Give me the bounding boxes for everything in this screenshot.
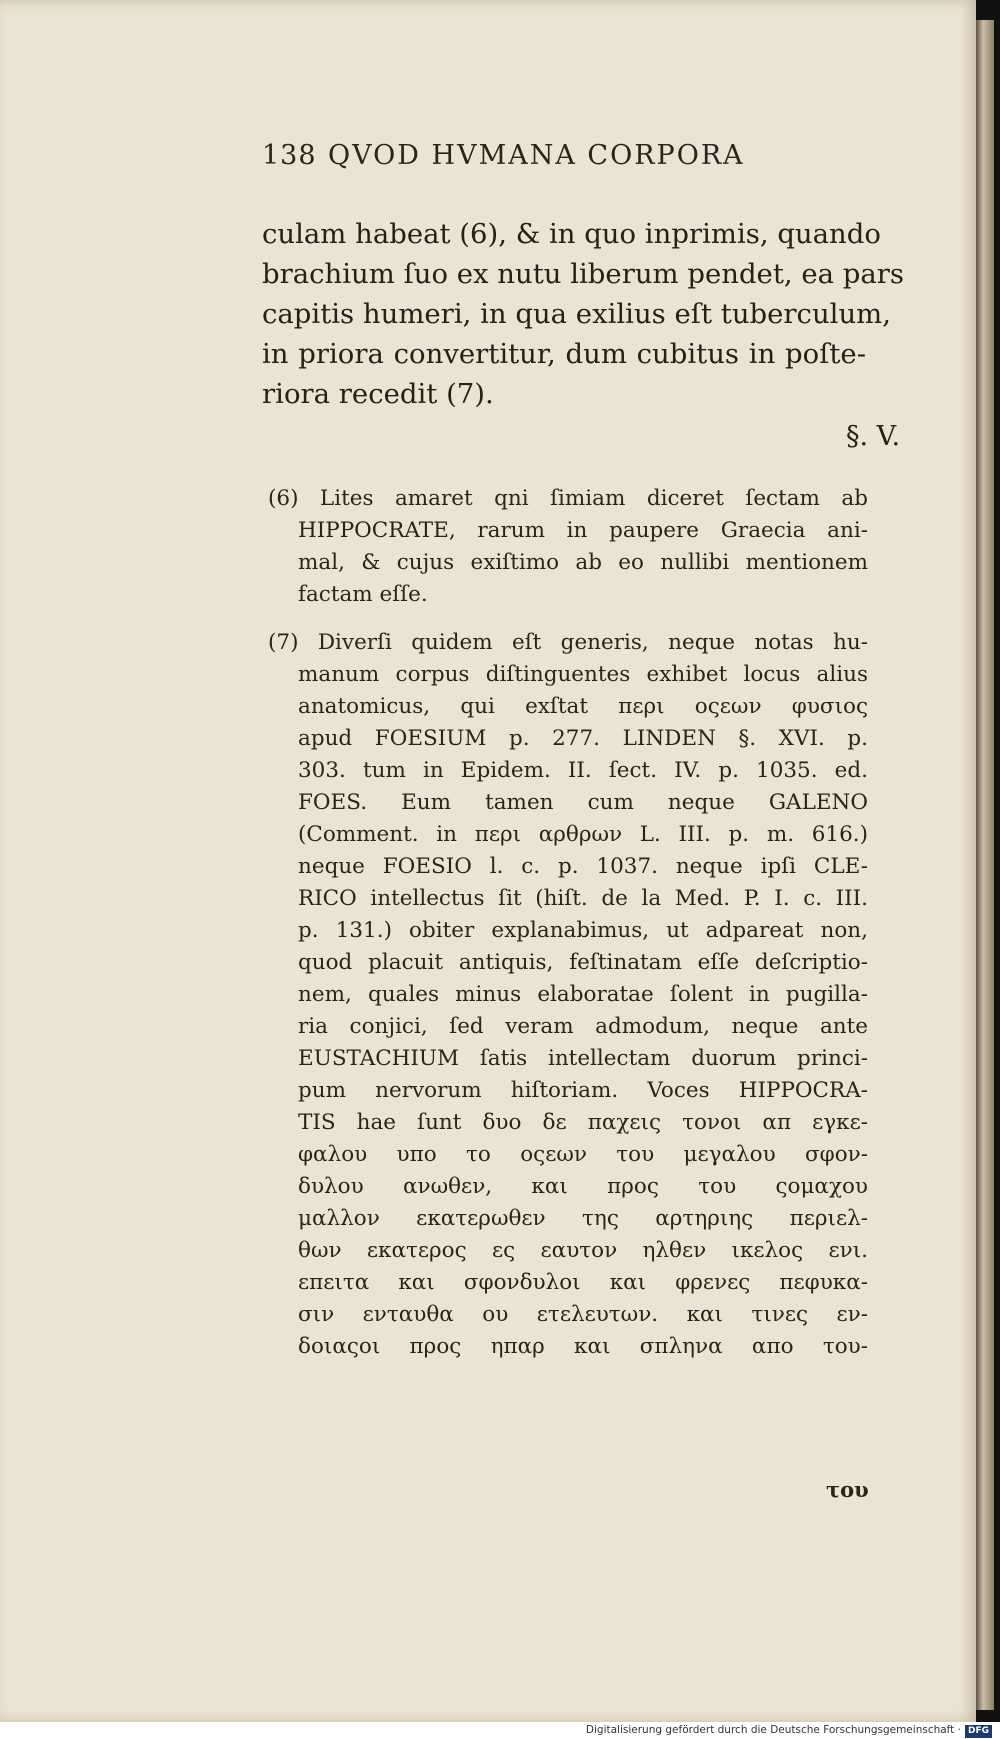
footnote-7 bbox=[268, 627, 868, 1363]
text-line: capitis humeri, in qua exilius eſt tuberculum, bbox=[262, 298, 891, 330]
footnote-line: EUSTACHIUM ſatis intellectam duorum princi- bbox=[298, 1046, 868, 1071]
footnote-line: apud FOESIUM p. 277. LINDEN §. XVI. p. bbox=[298, 726, 868, 751]
footnote-line: quod placuit antiquis, feſtinatam eſſe deſcriptio- bbox=[298, 950, 868, 975]
running-header bbox=[262, 140, 862, 180]
footnote-line: FOES. Eum tamen cum neque GALENO bbox=[298, 790, 868, 815]
digitization-credit bbox=[586, 1722, 992, 1739]
footnote-6 bbox=[268, 483, 868, 611]
footnote-line: factam eſſe. bbox=[298, 582, 428, 607]
footnotes bbox=[268, 483, 868, 1379]
text-line: riora recedit (7). bbox=[262, 378, 494, 410]
text-line: culam habeat (6), & in quo inprimis, quando bbox=[262, 218, 881, 250]
footnote-line: (7) Diverſi quidem eſt generis, neque notas hu- bbox=[268, 630, 868, 655]
running-title: QVOD HVMANA CORPORA bbox=[328, 140, 745, 171]
footnote-line: δοιαςοι προς ηπαρ και σπληνα απο του- bbox=[298, 1334, 868, 1359]
footnote-line: σιν ενταυθα ου ετελευτων. και τινες εν- bbox=[298, 1302, 868, 1327]
footnote-line: 303. tum in Epidem. II. ſect. IV. p. 1035. ed. bbox=[298, 758, 868, 783]
footnote-line: ria conjici, ſed veram admodum, neque ante bbox=[298, 1014, 868, 1039]
footnote-line: TIS hae ſunt δυο δε παχεις τονοι απ εγκε- bbox=[298, 1110, 868, 1135]
footnote-line: nem, quales minus elaboratae ſolent in pugilla- bbox=[298, 982, 868, 1007]
page-edge bbox=[976, 20, 994, 1710]
main-text bbox=[262, 214, 905, 414]
footnote-line: manum corpus diſtinguentes exhibet locus alius bbox=[298, 662, 868, 687]
footnote-line: anatomicus, qui exſtat περι οςεων φυσιος bbox=[298, 694, 868, 719]
footnote-line: (6) Lites amaret qni ſimiam diceret ſectam ab bbox=[268, 486, 868, 511]
footnote-line: RICO intellectus ſit (hiſt. de la Med. P. I. c. III. bbox=[298, 886, 868, 911]
section-mark: §. V. bbox=[846, 421, 901, 452]
footnote-line: (Comment. in περι αρθρων L. III. p. m. 616.) bbox=[298, 822, 868, 847]
credit-text: Digitalisierung gefördert durch die Deutsche Forschungsgemeinschaft · bbox=[585, 1724, 961, 1736]
page-number: 138 bbox=[262, 140, 317, 171]
dfg-logo: DFG bbox=[965, 1725, 992, 1738]
footnote-line: θων εκατερος ες εαυτον ηλθεν ικελος ενι. bbox=[298, 1238, 868, 1263]
footnote-line: δυλου ανωθεν, και προς του ςομαχου bbox=[298, 1174, 868, 1199]
text-line: brachium ſuo ex nutu liberum pendet, ea pars bbox=[262, 258, 905, 290]
footnote-line: p. 131.) obiter explanabimus, ut adpareat non, bbox=[298, 918, 868, 943]
footnote-line: φαλου υπο το οςεων του μεγαλου σφον- bbox=[298, 1142, 868, 1167]
footnote-line: επειτα και σφονδυλοι και φρενες πεφυκα- bbox=[298, 1270, 868, 1295]
footnote-line: mal, & cujus exiſtimo ab eo nullibi mentionem bbox=[298, 550, 868, 575]
text-line: in priora convertitur, dum cubitus in poſte- bbox=[262, 338, 866, 370]
catchword: του bbox=[826, 1477, 869, 1502]
footnote-line: pum nervorum hiſtoriam. Voces HIPPOCRA- bbox=[298, 1078, 868, 1103]
footnote-line: neque FOESIO l. c. p. 1037. neque ipſi CLE- bbox=[298, 854, 868, 879]
footnote-line: HIPPOCRATE, rarum in paupere Graecia ani- bbox=[298, 518, 868, 543]
footnote-line: μαλλον εκατερωθεν της αρτηριης περιελ- bbox=[298, 1206, 868, 1231]
